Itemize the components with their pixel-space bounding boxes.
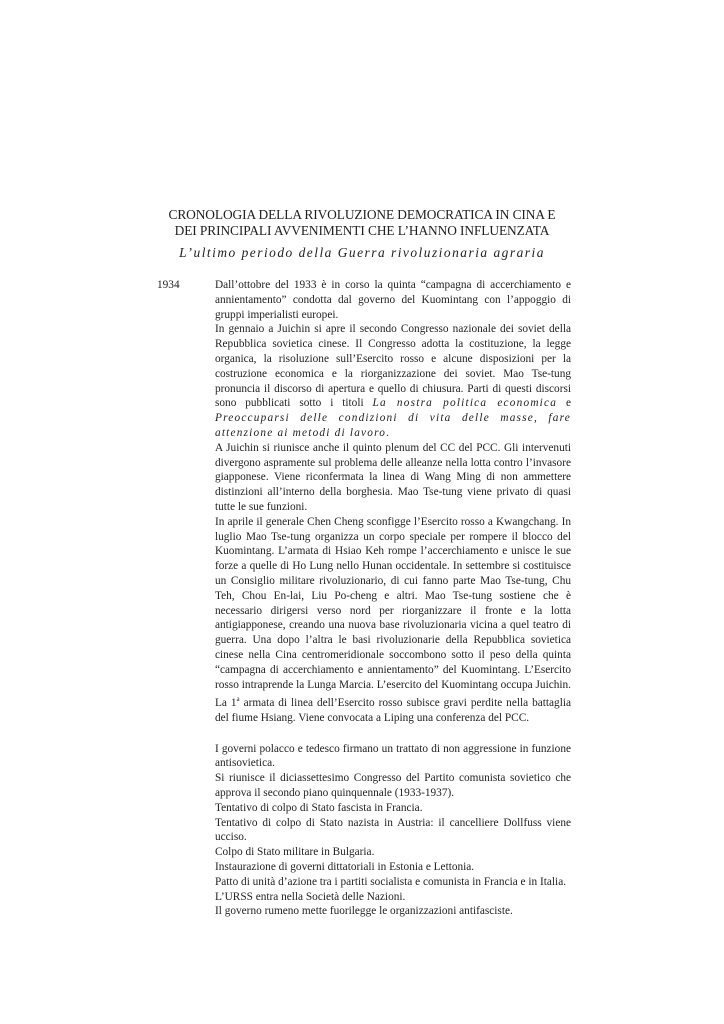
paragraph-soviet-congress: Si riunisce il diciassettesimo Congresso del Partito comunista sovietico che approva il secondo piano quinquennale (1933-1937). <box>215 772 571 800</box>
page-title <box>150 207 574 239</box>
work-title-living-conditions: Preoccuparsi delle condizioni di vita delle masse, fare attenzione ai metodi di lavoro <box>215 412 571 439</box>
paragraph-congress-end: . <box>386 426 389 439</box>
paragraph-congress-text: In gennaio a Juichin si apre il secondo Congresso nazionale dei soviet della Repubblica sovietica cinese. Il Congresso adotta la costituzione, la legge organica, la risoluzione sull’Esercito rosso e alcune disposizioni per la costruzione economica e la riorganizzazione dei soviet. Mao Tse-tung pronuncia il discorso di apertura e quello di chiusura. Parti di questi discorsi sono pubblicati sotto i titoli <box>215 323 571 410</box>
paragraph-austria-coup: Tentativo di colpo di Stato nazista in Austria: il cancelliere Dollfuss viene ucciso. <box>215 816 571 844</box>
paragraph-congress <box>215 322 571 440</box>
paragraph-ussr-league: L’URSS entra nella Società delle Nazioni. <box>215 890 406 903</box>
paragraph-romania-ban: Il governo rumeno mette fuorilegge le organizzazioni antifasciste. <box>215 905 513 918</box>
paragraph-unity-pact: Patto di unità d’azione tra i partiti socialista e comunista in Francia e in Italia. <box>215 875 567 888</box>
paragraph-nonaggression-pact: I governi polacco e tedesco firmano un trattato di non aggressione in funzione antisovietica. <box>215 742 571 770</box>
title-line-1: CRONOLOGIA DELLA RIVOLUZIONE DEMOCRATICA IN CINA E <box>168 207 556 222</box>
paragraph-baltic-dictatorships: Instaurazione di governi dittatoriali in Estonia e Lettonia. <box>215 861 475 874</box>
paragraph-long-march <box>215 515 571 726</box>
conjunction-text: e <box>557 397 571 410</box>
paragraph-plenum: A Juichin si riunisce anche il quinto plenum del CC del PCC. Gli intervenuti divergono aspramente sul problema delle alleanze nella lotta contro l’invasore giapponese. Viene riconfermata la linea di Wang Ming di non ammettere distinzioni all’interno della borghesia. Mao Tse-tung viene privato di quasi tutte le sue funzioni. <box>215 441 571 513</box>
year-label: 1934 <box>157 279 180 291</box>
paragraph-bulgaria-coup: Colpo di Stato militare in Bulgaria. <box>215 846 375 859</box>
paragraph-long-march-end: armata di linea dell’Esercito rosso subisce gravi perdite nella battaglia del fiume Hsiang. Viene convocata a Liping una conferenza del PCC. <box>215 697 571 724</box>
paragraph-long-march-text: In aprile il generale Chen Cheng sconfigge l’Esercito rosso a Kwangchang. In luglio Mao Tse-tung organizza un corpo speciale per rompere il blocco del Kuomintang. L’armata di Hsiao Keh rompe l’accerchiamento e unisce le sue forze a quelle di Ho Lung nello Hunan occidentale. In settembre si costituisce un Consiglio militare rivoluzionario, di cui fanno parte Mao Tse-tung, Chu Teh, Chou En-lai, Liu Po-cheng e altri. Mao Tse-tung sostiene che è necessario dirigersi verso nord per riorganizzare il fronte e la lotta antigiapponese, creando una nuova base rivoluzionaria vicina a quel teatro di guerra. Una dopo l’altra le basi rivoluzionarie della Repubblica sovietica cinese nella Cina centromeridionale soccombono sotto il peso della quinta “campagna di accerchiamento e annientamento” del Kuomintang. L’Esercito rosso intraprende la Lunga Marcia. L’esercito del Kuomintang occupa Juichin. La 1 <box>215 515 571 710</box>
work-title-economic-policy: La nostra politica economica <box>372 397 558 410</box>
paragraph-france-coup: Tentativo di colpo di Stato fascista in Francia. <box>215 801 423 814</box>
title-line-2: DEI PRINCIPALI AVVENIMENTI CHE L’HANNO INFLUENZATA <box>174 223 550 238</box>
paragraph-campaign: Dall’ottobre del 1933 è in corso la quinta “campagna di accerchiamento e annientamento” condotta dal governo del Kuomintang con l’appoggio di gruppi imperialisti europei. <box>215 279 571 321</box>
ordinal-superscript: a <box>236 695 240 704</box>
section-subtitle: L’ultimo periodo della Guerra rivoluzionaria agraria <box>179 245 545 260</box>
chronology-body <box>215 278 571 919</box>
